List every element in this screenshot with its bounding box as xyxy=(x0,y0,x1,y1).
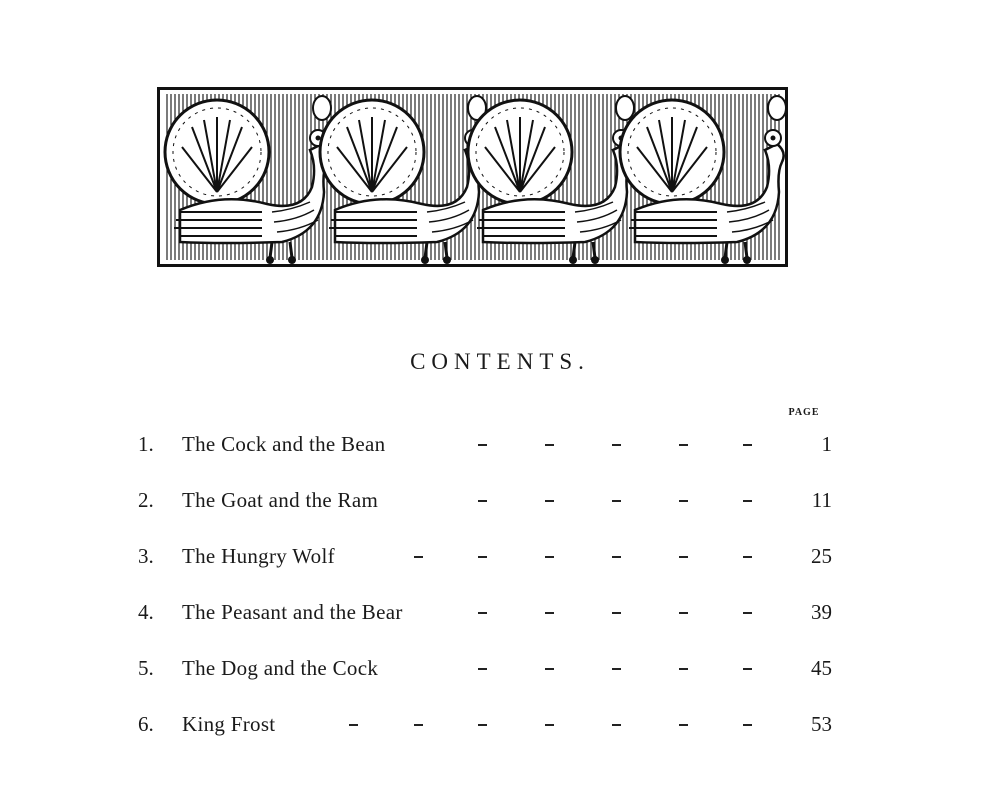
entry-page-number: 1 xyxy=(821,432,832,456)
entry-number: 5. xyxy=(138,656,154,680)
leader-dash xyxy=(612,556,621,558)
entry-page-number: 39 xyxy=(811,600,832,624)
leader-dash xyxy=(414,556,423,558)
entry-title[interactable]: The Cock and the Bean xyxy=(182,432,386,456)
entry-number: 2. xyxy=(138,488,154,512)
leader-dash xyxy=(743,612,752,614)
leader-dash xyxy=(743,724,752,726)
entry-title[interactable]: The Dog and the Cock xyxy=(182,656,379,680)
leader-dash xyxy=(679,724,688,726)
leader-dash xyxy=(612,668,621,670)
entry-page-number: 11 xyxy=(811,488,832,512)
entry-title[interactable]: The Goat and the Ram xyxy=(182,488,379,512)
leader-dash xyxy=(545,668,554,670)
leader-dash xyxy=(478,668,487,670)
entry-page-number: 25 xyxy=(811,544,832,568)
entry-number: 3. xyxy=(138,544,154,568)
leader-dash xyxy=(478,556,487,558)
toc-entry[interactable] xyxy=(0,656,1000,686)
leader-dash xyxy=(679,444,688,446)
toc-entry[interactable] xyxy=(0,544,1000,574)
leader-dash xyxy=(414,724,423,726)
leader-dash xyxy=(478,444,487,446)
leader-dash xyxy=(545,556,554,558)
leader-dash xyxy=(743,556,752,558)
leader-dash xyxy=(545,444,554,446)
leader-dash xyxy=(612,612,621,614)
entry-page-number: 45 xyxy=(811,656,832,680)
entry-title[interactable]: The Hungry Wolf xyxy=(182,544,335,568)
leader-dash xyxy=(743,500,752,502)
leader-dash xyxy=(679,612,688,614)
leader-dash xyxy=(612,444,621,446)
entry-number: 1. xyxy=(138,432,154,456)
leader-dash xyxy=(545,724,554,726)
leader-dash xyxy=(545,500,554,502)
leader-dash xyxy=(743,444,752,446)
leader-dash xyxy=(743,668,752,670)
leader-dash xyxy=(679,556,688,558)
entry-number: 6. xyxy=(138,712,154,736)
leader-dash xyxy=(545,612,554,614)
leader-dash xyxy=(679,668,688,670)
leader-dash xyxy=(612,500,621,502)
leader-dash xyxy=(679,500,688,502)
leader-dash xyxy=(478,500,487,502)
contents-heading: CONTENTS. xyxy=(410,349,590,374)
page-column-label: PAGE xyxy=(788,407,820,418)
toc-entry[interactable] xyxy=(0,600,1000,630)
entry-title[interactable]: King Frost xyxy=(182,712,276,736)
toc-entry[interactable] xyxy=(0,432,1000,462)
entry-page-number: 53 xyxy=(811,712,832,736)
leader-dash xyxy=(478,724,487,726)
leader-dash xyxy=(349,724,358,726)
entry-number: 4. xyxy=(138,600,154,624)
toc-entry[interactable] xyxy=(0,712,1000,742)
leader-dash xyxy=(478,612,487,614)
leader-dash xyxy=(612,724,621,726)
entry-title[interactable]: The Peasant and the Bear xyxy=(182,600,403,624)
toc-entry[interactable] xyxy=(0,488,1000,518)
